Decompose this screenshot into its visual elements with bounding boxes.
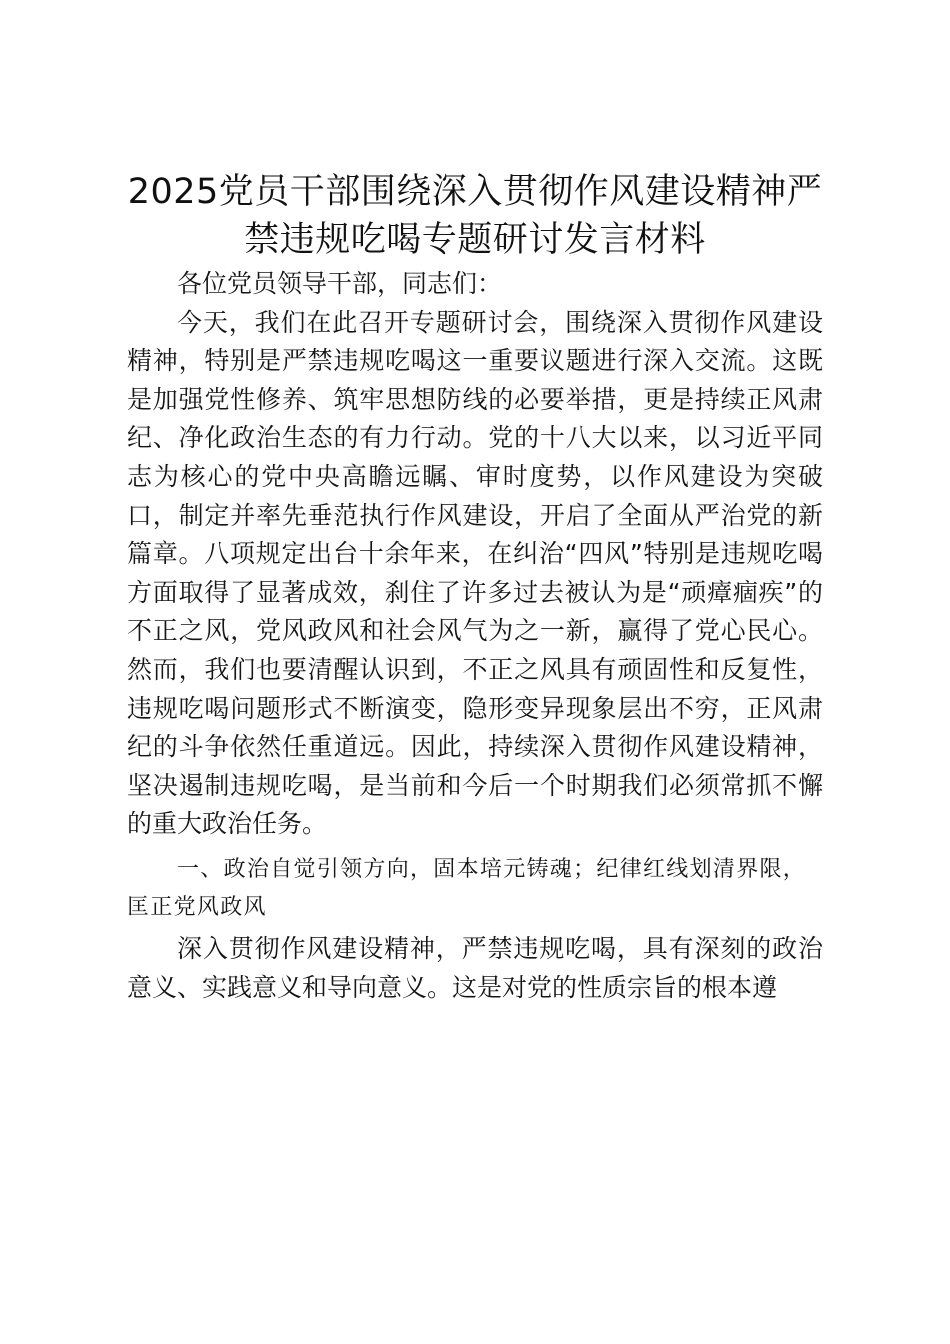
section-heading: 一、政治自觉引领方向，固本培元铸魂；纪律红线划清界限，匡正党风政风 bbox=[127, 856, 807, 920]
greeting-paragraph: 各位党员领导干部，同志们： bbox=[177, 269, 503, 298]
section-paragraph: 深入贯彻作风建设精神，严禁违规吃喝，具有深刻的政治意义、实践意义和导向意义。这是对党的性质宗旨的根本遵 bbox=[127, 933, 823, 1002]
document-page bbox=[127, 168, 823, 1007]
document-title bbox=[127, 168, 823, 264]
title-line-1: 2025党员干部围绕深入贯彻作风建设精神严 bbox=[127, 172, 823, 212]
document-body bbox=[127, 265, 823, 1007]
intro-paragraph: 今天，我们在此召开专题研讨会，围绕深入贯彻作风建设精神，特别是严禁违规吃喝这一重要议题进行深入交流。这既是加强党性修养、筑牢思想防线的必要举措，更是持续正风肃纪、净化政治生态的有力行动。党的十八大以来，以习近平同志为核心的党中央高瞻远瞩、审时度势，以作风建设为突破口，制定并率先垂范执行作风建设，开启了全面从严治党的新篇章。八项规定出台十余年来，在纠治“四风”特别是违规吃喝方面取得了显著成效，刹住了许多过去被认为是“顽瘴痼疾”的不正之风，党风政风和社会风气为之一新，赢得了党心民心。然而，我们也要清醒认识到，不正之风具有顽固性和反复性，违规吃喝问题形式不断演变，隐形变异现象层出不穷，正风肃纪的斗争依然任重道远。因此，持续深入贯彻作风建设精神，坚决遏制违规吃喝，是当前和今后一个时期我们必须常抓不懈的重大政治任务。 bbox=[127, 307, 823, 839]
title-line-2: 禁违规吃喝专题研讨发言材料 bbox=[244, 220, 706, 260]
